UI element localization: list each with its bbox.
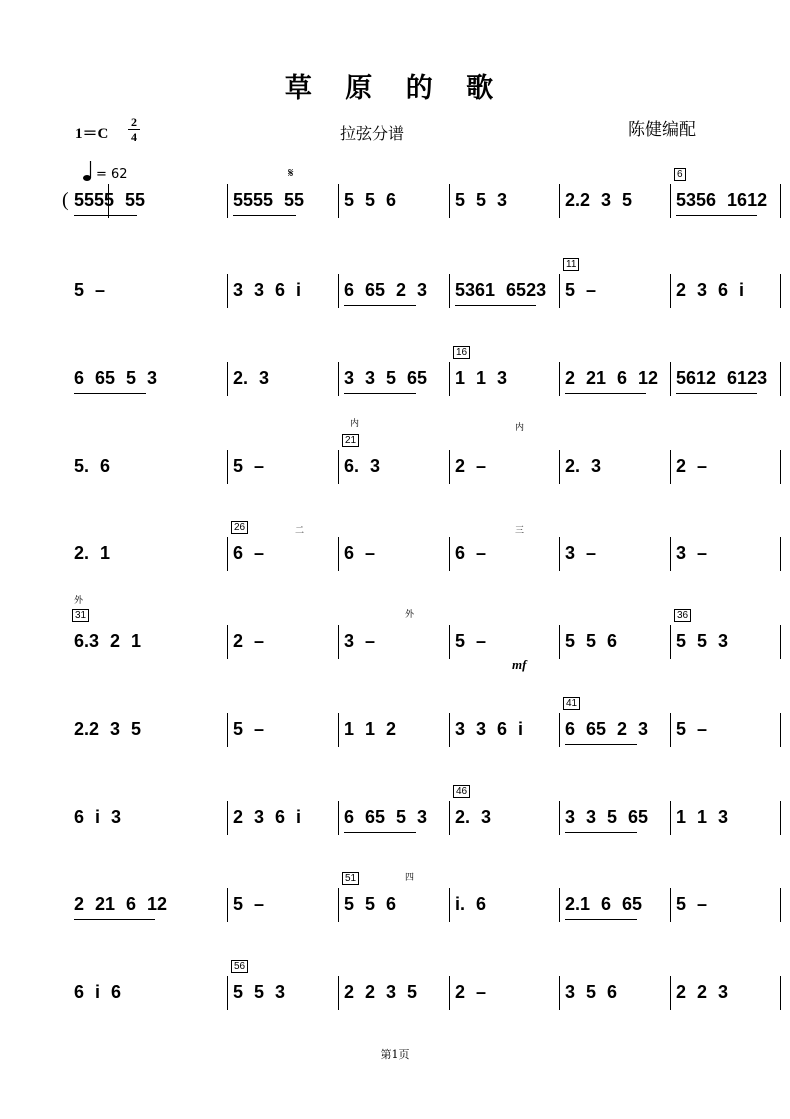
barline [449,713,450,747]
beam-underline [74,393,146,394]
barline [780,362,781,396]
measure [233,892,334,936]
barline [338,362,339,396]
note-group: 3 – [344,631,376,651]
rehearsal-mark: 51 [342,872,359,885]
note-group: i. 6 [455,894,487,914]
measure [676,805,776,849]
note-group: 2.2 3 5 [74,719,142,739]
measure [455,892,555,936]
note-group: 5555 55 [74,190,146,210]
note-group: 5 5 6 [565,631,618,651]
barline [559,274,560,308]
position-four-label: 四 [405,873,415,883]
rehearsal-mark: 46 [453,785,470,798]
barline [338,888,339,922]
note-group: 5 – [74,280,106,300]
measure [676,541,776,585]
rehearsal-mark: 11 [563,258,579,271]
note-group: 6 – [344,543,376,563]
measure [565,805,666,849]
beam-underline [74,919,155,920]
note-group: 5 – [676,719,708,739]
measure [74,188,179,232]
barline [449,888,450,922]
barline [670,274,671,308]
measure [74,717,179,761]
beam-underline [565,919,637,920]
rehearsal-mark: 26 [231,521,248,534]
barline [227,713,228,747]
barline [227,625,228,659]
note-group: 2 21 6 12 [74,894,168,914]
barline [449,184,450,218]
barline [227,184,228,218]
measure [455,980,555,1024]
barline [670,713,671,747]
staff-system [60,698,740,761]
note-group: 3 5 6 [565,982,618,1002]
barline [338,274,339,308]
measure [74,610,179,673]
measure [74,454,179,498]
barline [559,888,560,922]
position-two-label: 二 [295,526,305,536]
beam-underline [565,832,637,833]
barline [780,888,781,922]
beam-underline [676,393,757,394]
barline [449,537,450,571]
measure [74,278,179,322]
barline [780,450,781,484]
note-group: 2 – [455,456,487,476]
note-group: 5612 6123 [676,368,768,388]
measure [74,980,179,1024]
key-signature: 1＝C [75,126,109,142]
staff-system [60,522,740,585]
note-group: 5 5 3 [455,190,508,210]
measure [676,454,776,498]
note-group: 5555 55 [233,190,305,210]
barline [780,184,781,218]
measure [344,717,445,761]
note-group: 5 – [233,456,265,476]
beam-underline [455,305,536,306]
note-group: 5 5 3 [233,982,286,1002]
barline [670,976,671,1010]
rehearsal-mark: 6 [674,168,686,181]
note-group: 2 – [233,631,265,651]
measure [455,454,555,498]
rehearsal-mark: 21 [342,434,359,447]
measure [455,717,555,761]
measure [233,717,334,761]
barline [559,713,560,747]
meter-top: 2 [131,115,137,129]
beam-underline [565,744,637,745]
note-group: 3 3 5 65 [344,368,428,388]
beam-underline [344,305,416,306]
barline [670,888,671,922]
barline [227,976,228,1010]
staff-system [60,347,768,410]
note-group: 5361 6523 [455,280,547,300]
measure [565,629,666,673]
measure [455,541,555,585]
note-group: 3 3 6 i [233,280,302,300]
note-group: 2 2 3 5 [344,982,418,1002]
measure [233,629,334,673]
barline [670,450,671,484]
measure [455,278,555,322]
note-group: 2. 3 [233,368,270,388]
rehearsal-mark: 56 [231,960,248,973]
barline [338,976,339,1010]
note-group: 2. 1 [74,543,111,563]
staff-system [60,961,740,1024]
measure [676,610,776,673]
barline [449,274,450,308]
measure [676,278,776,322]
note-group: 6.3 2 1 [74,631,142,651]
barline [559,450,560,484]
measure [344,980,445,1024]
measure [74,541,179,585]
note-group: 6 65 5 3 [344,807,428,827]
page-number: 第1页 [380,1048,410,1061]
barline [780,976,781,1010]
barline [670,537,671,571]
measure [565,980,666,1024]
measure [233,366,334,410]
note-group: 2. 3 [565,456,602,476]
inner-string-label: 内 [350,419,360,429]
barline [559,362,560,396]
note-group: 5356 1612 [676,190,768,210]
note-group: 5 – [233,894,265,914]
outer-string-label: 外 [74,596,84,606]
measure [676,717,776,761]
note-group: 1 1 3 [455,368,508,388]
note-group: 6 65 2 3 [565,719,649,739]
page-title: 草 原 的 歌 [284,73,506,104]
note-group: 2. 3 [455,807,492,827]
staff-system [60,596,740,673]
measure [233,961,334,1024]
note-group: 5 5 6 [344,190,397,210]
measure [233,188,334,232]
barline [559,184,560,218]
barline [670,184,671,218]
note-group: 1 1 3 [676,807,729,827]
measure [565,541,666,585]
barline [227,888,228,922]
note-group: 6 – [455,543,487,563]
note-group: 5 – [565,280,597,300]
measure [565,892,666,936]
meter-bottom: 4 [131,130,137,144]
measure [565,259,666,322]
measure [455,347,555,410]
rehearsal-mark: 41 [563,697,580,710]
rehearsal-mark: 31 [72,609,89,622]
measure [344,541,445,585]
note-group: 1 1 2 [344,719,397,739]
note-group: 2 2 3 [676,982,729,1002]
barline [338,450,339,484]
segno-sign: 𝄋 [288,166,294,181]
barline [227,362,228,396]
measure [344,188,445,232]
measure [344,366,445,410]
barline [559,801,560,835]
barline [449,625,450,659]
measure [676,169,776,232]
dynamic-marking: mf [512,657,527,672]
barline [559,976,560,1010]
barline [227,450,228,484]
note-group: 2 3 6 i [233,807,302,827]
note-group: 3 – [676,543,708,563]
measure [233,522,334,585]
measure [344,805,445,849]
barline [338,625,339,659]
barline [670,625,671,659]
position-three-label: 三 [515,526,525,536]
barline [227,274,228,308]
barline [338,537,339,571]
subtitle: 拉弦分谱 [340,124,405,143]
note-group: 2 3 6 i [676,280,745,300]
barline [780,274,781,308]
note-group: 6 i 6 [74,982,122,1002]
measure [565,366,666,410]
measure [74,892,179,936]
measure [676,366,776,410]
note-group: 5 – [233,719,265,739]
note-group: 6 65 2 3 [344,280,428,300]
rehearsal-mark: 36 [674,609,691,622]
barline [449,362,450,396]
note-group: 5. 6 [74,456,111,476]
note-group: 5 – [455,631,487,651]
time-signature [128,116,140,143]
measure [565,698,666,761]
barline [338,184,339,218]
measure [233,805,334,849]
note-group: 2 – [455,982,487,1002]
barline [780,537,781,571]
quarter-note-icon [83,160,93,182]
measure [233,454,334,498]
barline [670,801,671,835]
note-group: 6 65 5 3 [74,368,158,388]
barline [449,450,450,484]
measure [565,188,666,232]
beam-underline [74,215,137,216]
measure [344,629,445,673]
barline [559,625,560,659]
measure [676,892,776,936]
staff-system [60,786,740,849]
beam-underline [344,832,416,833]
barline [780,625,781,659]
barline [780,801,781,835]
note-group: 2.1 6 65 [565,894,643,914]
note-group: 2 21 6 12 [565,368,659,388]
arranger: 陈健编配 [628,120,696,140]
open-paren: ( [62,189,69,211]
beam-underline [344,393,416,394]
measure [344,435,445,498]
note-group: 3 – [565,543,597,563]
rehearsal-mark: 16 [453,346,470,359]
tempo-marking [83,160,128,182]
note-group: 3 3 5 65 [565,807,649,827]
note-group: 5 5 6 [344,894,397,914]
measure [455,629,555,673]
tempo-value: = 62 [96,167,128,182]
measure [344,278,445,322]
barline [227,801,228,835]
beam-underline [233,215,296,216]
barline [227,537,228,571]
barline [449,976,450,1010]
note-group: 5 – [676,894,708,914]
barline [780,713,781,747]
outer-string-label: 外 [405,610,415,620]
measure [74,366,179,410]
note-group: 6 i 3 [74,807,122,827]
note-group: 5 5 3 [676,631,729,651]
barline [449,801,450,835]
note-group: 3 3 6 i [455,719,524,739]
note-group: 6. 3 [344,456,381,476]
beam-underline [565,393,646,394]
note-group: 2.2 3 5 [565,190,633,210]
measure [233,278,334,322]
measure [455,786,555,849]
measure [344,873,445,936]
inner-string-label: 内 [515,423,525,433]
measure [74,805,179,849]
staff-system [60,419,740,498]
note-group: 6 – [233,543,265,563]
measure [455,188,555,232]
staff-system [60,873,740,936]
barline [338,713,339,747]
measure [565,454,666,498]
staff-system [60,259,745,322]
barline [670,362,671,396]
note-group: 2 – [676,456,708,476]
beam-underline [676,215,757,216]
barline [338,801,339,835]
measure [676,980,776,1024]
barline [559,537,560,571]
